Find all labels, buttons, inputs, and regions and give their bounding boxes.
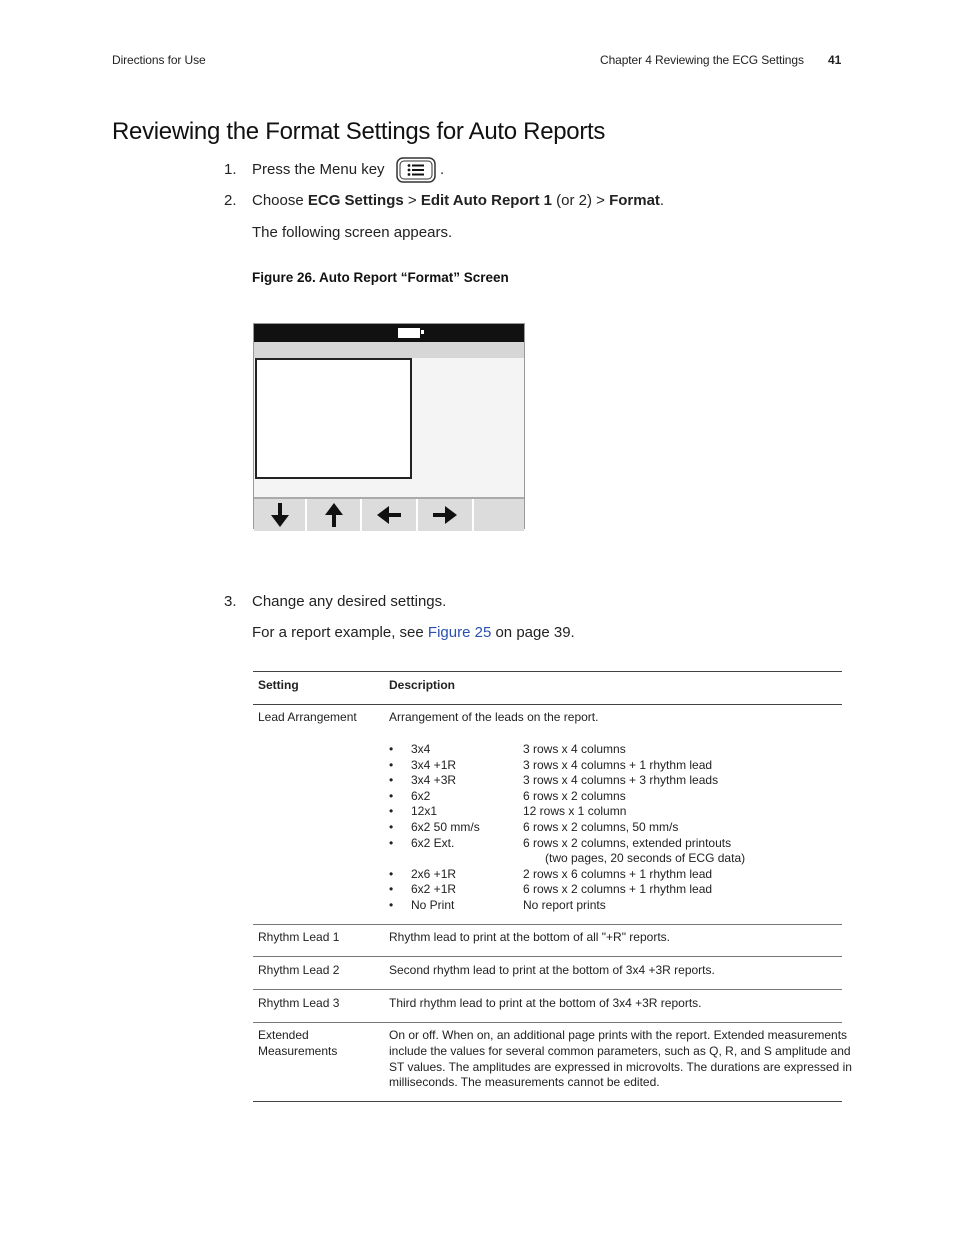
step-2-text (252, 192, 664, 209)
description-rhythm-lead-2: Second rhythm lead to print at the bottom of 3x4 +3R reports. (389, 963, 715, 977)
setting-rhythm-lead-3: Rhythm Lead 3 (258, 996, 340, 1010)
report-example-text (252, 624, 575, 641)
battery-icon (398, 328, 420, 338)
bullet-icon: • (389, 757, 394, 772)
softkey-up[interactable] (307, 499, 362, 531)
bullet-icon: • (389, 866, 394, 881)
table-row-rule (253, 956, 842, 957)
description-rhythm-lead-3: Third rhythm lead to print at the bottom of 3x4 +3R reports. (389, 996, 702, 1010)
description-extended-line-4: milliseconds. The measurements cannot be edited. (389, 1075, 660, 1089)
lead-arrangement-description: 6 rows x 2 columns, extended printouts (523, 835, 732, 850)
arrow-down-icon (270, 502, 290, 528)
table-header-description: Description (389, 678, 456, 692)
lead-arrangement-code: No Print (411, 898, 455, 912)
figure-25-link[interactable]: Figure 25 (427, 624, 492, 641)
list-item (389, 867, 829, 883)
bullet-icon: • (389, 788, 394, 803)
description-extended-line-1: On or off. When on, an additional page prints with the report. Extended measurements (389, 1028, 848, 1042)
table-bottom-rule (253, 1101, 842, 1102)
step-1-period: . (440, 161, 445, 178)
table-top-rule (253, 671, 842, 672)
lead-arrangement-code: 2x6 +1R (411, 866, 457, 881)
following-screen-text: The following screen appears. (252, 224, 453, 241)
description-extended-line-2: include the values for several common parameters, such as Q, R, and S amplitude and (389, 1044, 851, 1058)
softkey-right[interactable] (418, 499, 474, 531)
description-extended-line-3: ST values. The amplitudes are expressed in microvolts. The durations are expressed in (389, 1060, 852, 1074)
lead-arrangement-description: 3 rows x 4 columns (523, 742, 626, 756)
setting-rhythm-lead-2: Rhythm Lead 2 (258, 963, 340, 977)
table-header-setting: Setting (258, 678, 299, 692)
setting-extended-line-1: Extended (258, 1028, 309, 1042)
softkey-down[interactable] (254, 499, 307, 531)
arrow-right-icon (432, 505, 458, 525)
auto-report-format-screen (253, 323, 525, 529)
figure-caption: Figure 26. Auto Report “Format” Screen (252, 270, 509, 285)
report-example-post: on page 39. (495, 624, 575, 641)
softkey-blank[interactable] (474, 499, 524, 531)
lead-arrangement-code: 12x1 (411, 804, 438, 819)
list-item (389, 773, 829, 789)
arrow-up-icon (324, 502, 344, 528)
table-row-rule (253, 989, 842, 990)
bullet-icon: • (389, 742, 394, 756)
report-example-pre: For a report example, see (252, 624, 424, 641)
lead-arrangement-description: 12 rows x 1 column (523, 804, 627, 819)
lead-arrangement-code: 6x2 +1R (411, 882, 457, 897)
list-item (389, 742, 829, 758)
menu-path-separator: > (596, 192, 605, 209)
bullet-icon: • (389, 804, 394, 819)
menu-path-ecg-settings: ECG Settings (307, 192, 404, 209)
table-row-rule (253, 924, 842, 925)
step-2-choose: Choose (252, 192, 304, 209)
menu-path-or-2: (or 2) (556, 192, 592, 209)
screen-softkey-bar (254, 497, 524, 531)
lead-arrangement-description: 2 rows x 6 columns + 1 rhythm lead (523, 866, 713, 881)
running-header-left: Directions for Use (112, 53, 206, 67)
screen-title-bar (254, 342, 524, 358)
list-item (389, 789, 829, 805)
bullet-icon: • (389, 882, 394, 897)
battery-tip (421, 330, 424, 334)
menu-key-icon (396, 157, 436, 183)
lead-arrangement-description: 6 rows x 2 columns + 1 rhythm lead (523, 882, 713, 897)
bullet-icon: • (389, 835, 394, 850)
step-1-number: 1. (224, 161, 237, 178)
lead-arrangement-code: 6x2 50 mm/s (411, 820, 480, 834)
lead-arrangement-code: 3x4 (411, 742, 431, 756)
extended-printout-note: (two pages, 20 seconds of ECG data) (545, 851, 746, 866)
screen-settings-list (255, 358, 412, 479)
running-header-chapter: Chapter 4 Reviewing the ECG Settings (600, 53, 804, 67)
lead-arrangement-code: 6x2 (411, 788, 431, 803)
setting-lead-arrangement: Lead Arrangement (258, 710, 357, 724)
list-item (389, 882, 829, 898)
menu-path-format: Format (609, 192, 660, 209)
arrow-left-icon (376, 505, 402, 525)
step-3-text: Change any desired settings. (252, 593, 447, 610)
step-2-period: . (659, 192, 665, 209)
list-item (389, 804, 829, 820)
table-header-rule (253, 704, 842, 705)
description-rhythm-lead-1: Rhythm lead to print at the bottom of all "+R" reports. (389, 930, 670, 944)
menu-path-separator: > (407, 192, 417, 209)
page-number: 41 (828, 53, 842, 67)
list-item (389, 898, 829, 914)
lead-arrangement-description: 6 rows x 2 columns (523, 788, 626, 803)
section-title: Reviewing the Format Settings for Auto Reports (112, 118, 606, 145)
step-1-text: Press the Menu key (252, 161, 385, 178)
lead-arrangement-code: 3x4 +3R (411, 773, 457, 788)
step-3-number: 3. (224, 593, 237, 610)
lead-arrangement-description: 3 rows x 4 columns + 3 rhythm leads (523, 773, 719, 788)
lead-arrangement-description: 6 rows x 2 columns, 50 mm/s (523, 820, 679, 834)
lead-arrangement-description: No report prints (523, 898, 606, 912)
lead-arrangement-description: 3 rows x 4 columns + 1 rhythm lead (523, 757, 713, 772)
lead-arrangement-code: 6x2 Ext. (411, 835, 455, 850)
lead-arrangement-code: 3x4 +1R (411, 757, 457, 772)
bullet-icon: • (389, 898, 394, 912)
list-item (389, 820, 829, 836)
bullet-icon: • (389, 773, 394, 788)
setting-extended-line-2: Measurements (258, 1044, 338, 1058)
screen-status-bar (254, 324, 524, 342)
lead-arrangement-list (389, 742, 829, 914)
setting-rhythm-lead-1: Rhythm Lead 1 (258, 930, 340, 944)
table-row-rule (253, 1022, 842, 1023)
softkey-left[interactable] (362, 499, 418, 531)
list-item (389, 836, 829, 852)
list-item (389, 758, 829, 774)
step-2-number: 2. (224, 192, 237, 209)
bullet-icon: • (389, 820, 394, 834)
lead-arrangement-intro: Arrangement of the leads on the report. (389, 710, 599, 724)
menu-path-edit-auto-report: Edit Auto Report 1 (420, 192, 552, 209)
